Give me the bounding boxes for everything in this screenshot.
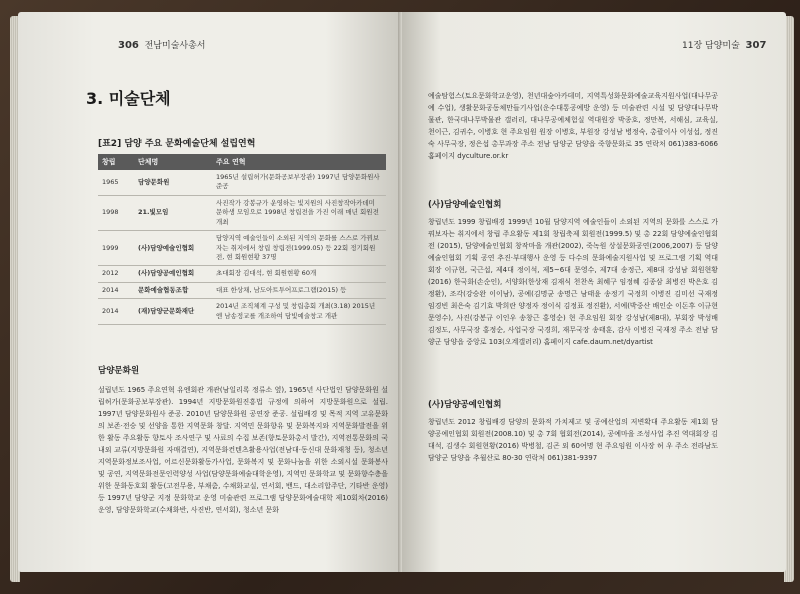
subsection-title: 담양문화원 [98,366,140,376]
cell-name: (사)담양공예인협회 [134,266,212,282]
header-year: 창립 [98,154,134,170]
table-row [98,231,386,266]
cell-name: (재)담양군문화재단 [134,299,212,325]
cell-name: 담양문화원 [134,170,212,195]
left-page-number: 306 [118,40,139,51]
cell-name: 21.빛모임 [134,195,212,230]
cell-year: 2014 [98,299,134,325]
body-paragraph [428,416,718,464]
right-page [402,12,786,572]
open-book [10,12,794,590]
header-name: 단체명 [134,154,212,170]
cell-history: 담양지역 예술인들이 소외된 지역의 문화를 스스로 가꿔보자는 취지에서 창립 창립전(1999.05) 등 22회 정기회원전, 현 회원현황 37명 [212,231,386,266]
left-running-head [118,38,205,51]
cell-year: 2012 [98,266,134,282]
section-title: 3. 미술단체 [86,89,171,108]
right-running-head [682,38,766,51]
table-row [98,266,386,282]
left-running-head-text: 전남미술사총서 [144,41,206,51]
right-page-number: 307 [745,40,767,51]
body-paragraph [428,216,718,348]
left-page [18,12,402,572]
cell-history: 초대회장 김대석, 현 회원현황 60개 [212,266,386,282]
body-text: 창립년도 2012 창립배경 담양의 문화적 가치제고 및 공예산업의 저변확대 주요활동 제1회 담양공예인협회 회원전(2008.10) 및 총 7회 협회전(2014), 공예마을 조성사업 추진 역대회장 김대석, 김생수 회원현황(2016) 박병철, 김곤 외 60여명 현 주요임원 이사장 허 우 주소 전라남도 담양군 담양읍 추월산로 80-30 연락처 061)381-9397 [428,418,718,463]
table-row [98,170,386,195]
cell-history: 대표 한상채, 남도아트투어프로그램(2015) 등 [212,282,386,298]
cell-name: (사)담양예술인협회 [134,231,212,266]
cell-history: 1965년 설립허가(문화공보부장관) 1997년 담양문화원사 준공 [212,170,386,195]
table-header-row [98,154,386,170]
cell-year: 2014 [98,282,134,298]
subsection-title: (사)담양공예인협회 [428,400,502,410]
body-text-continued: 예술탐험스(토요문화학교운영), 천년대숲아카데미, 지역특성화문화예술교육지원사업(대나무공예 수업), 생활문화공동체만들기사업(운수대통공예방 운영) 등 미술관련 시설 및 담양대나무박물관, 한국대나무박물관 갤러리, 대나무공예체험실 역대원장 박종호, 정만복, 서해심, 교육실, 천이근, 김귀수, 이병호 현 주요임원 원장 이병호, 부원장 강성남 병정숙, 총괄이사 이성섭, 정진숙 사무국장, 정은섭 총무과장 주소 전남 담양군 담양읍 죽향문화로 35 연락처 061)383-6066 홈페이지 dyculture.or.kr [428,92,718,161]
organizations-table [98,154,386,325]
table-row [98,282,386,298]
header-history: 주요 연혁 [212,154,386,170]
cell-year: 1998 [98,195,134,230]
right-running-head-text: 11장 담양미술 [682,41,740,51]
body-text: 창립년도 1999 창립배경 1999년 10월 담양지역 예술인들이 소외된 지역의 문화를 스스로 가꿔보자는 취지에서 창립 주요활동 제1회 창립축제 회원전(1999.5) 및 총 22회 담양예술인협회전 (2015), 담양예술인협회 창작마을 개관(2002), 죽녹원 상설문화공연(2006,2007) 등 담양예술인협회 기획 공연 추진·부대행사 운영 등 다수의 문화예술지원사업 및 프로그램 기획 역대회장 이규현, 국근섭, 제4대 정이석, 제5~6대 문영수, 제7대 송정근, 제8대 강성남 회원현황(2016) 한국화(손순인), 서양화(한상재 김재식 천찬옥 최혜구 임정혜 김종삼 최병진 박은호 김정환), 조각(강승완 이이남), 공예(김명균 송명근 남태윤 송정기 국정희 이병진 김미선 국재정 임경빈 최은숙 김기효 박희란 양정자 정이식 김정표 정진환), 서예(박중산 배인순 이돈후 이규현 문영수), 사진(강봉규 이인우 송창근 홍영순) 현 주요임원 회장 강성남(제8대), 부회장 박성배 김정도, 사무국장 홍정순, 사업국장 국경희, 재무국장 송태훈, 감사 이병진 국재정 주소 전남 담양군 담양읍 중앙로 103(오계갤러리) 홈페이지 cafe.daum.net/dyartist [428,218,718,347]
cell-history: 2014년 조직체계 구성 및 창립총회 개최(3.18) 2015년 엔 남송정교를 개조하여 담빛예술창고 개관 [212,299,386,325]
table-row [98,299,386,325]
body-paragraph [428,90,718,162]
cell-year: 1999 [98,231,134,266]
body-paragraph [98,384,388,516]
cell-history: 사진작가 강봉규가 운영하는 빛지원의 사진창작아카데미 문하생 모임으로 1998년 창립전을 가진 이래 매년 회원전 개최 [212,195,386,230]
table-row [98,195,386,230]
cell-name: 문화예술협동조합 [134,282,212,298]
table-caption: [표2] 담양 주요 문화예술단체 설립연혁 [98,139,256,149]
cell-year: 1965 [98,170,134,195]
body-text: 설립년도 1965 주요연혁 유엔회관 개관(남일리록 정류소 옆), 1965년 사단법인 담양문화원 설립허가(문화공보부장관). 1994년 지방문화원진흥법 규정에 의하여 지방문화원으로 설립. 1997년 담양문화원사 준공. 2010년 담양문화원 공연장 준공. 설립배경 및 목적 지역 고유문화의 보존·전승 및 선양을 통한 지역문화 창달. 지역민 문화향유 및 문화복지와 지역문화발전을 위한 활동 주요활동 향토사 조사연구 및 사료의 수집 보존(향토문화총서 발간), 지역전통문화의 국내외 교류(지방문화원 자매결연), 지역문화컨텐츠활용사업(전남대·동신대 문화재청 등), 청소년지역문화정보조사업, 어르신문화활동가사업, 문화복지 및 문화나눔을 위한 소외시설 문화봉사 및 공연, 지역문화전문인력양성 사업(담양문화예술대학운영), 지역민 문화학교 및 문화향수층을 위한 문화동호회 활동(고전무용, 부채춤, 수채화교실, 연서회, 밴드, 대소리합주단, 기타반 운영) 등 1997년 담양군 지정 문화학교 운영 미술관련 프로그램 담양문화예술대학 제10회차(2016) 운영, 담양문화학교(수채화반, 사진반, 연서회), 청소년 문화 [98,386,388,515]
subsection-title: (사)담양예술인협회 [428,200,502,210]
